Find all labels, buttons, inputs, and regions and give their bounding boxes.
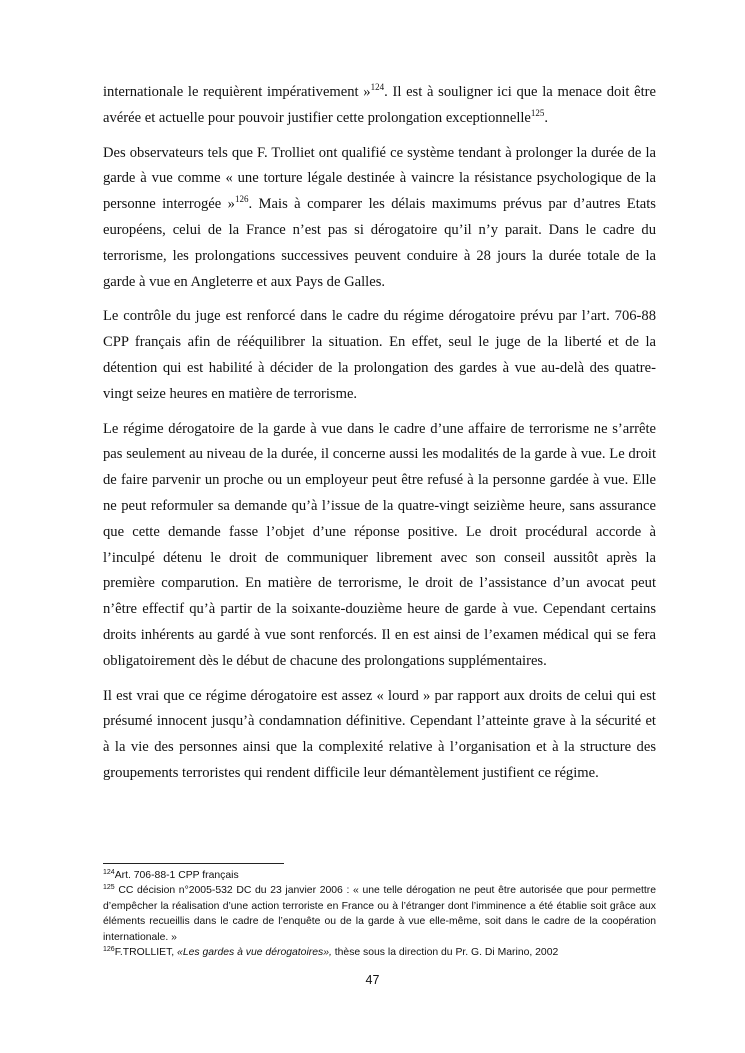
text-run: Des observateurs tels que F. Trolliet ont qualifié ce système tendant à prolonger la durée de la garde à vue comme « une torture légale destinée à vaincre la résistance psychologique de la personne interrogée » <box>103 144 656 213</box>
footnote-text: CC décision n°2005-532 DC du 23 janvier 2006 : « une telle dérogation ne peut être autorisée que pour permettre d’empêcher la réalisation d’une action terroriste en France ou à l’étranger dont l’imminence a été établie soit grâce aux éléments recueillis dans le cadre de l’enquête ou de la garde à vue elle-même, soit dans le cadre de la coopération internationale. » <box>103 885 656 943</box>
footnotes <box>103 868 656 960</box>
text-run: Il est vrai que ce régime dérogatoire est assez « lourd » par rapport aux droits de celui qui est présumé innocent jusqu’à condamnation définitive. Cependant l’atteinte grave à la sécurité et à la vie des personnes ainsi que la complexité relative à l’organisation et à la structure des groupements terroristes qui rendent difficile leur démantèlement justifient ce régime. <box>103 687 656 781</box>
footnote-ref-124[interactable]: 124 <box>370 82 385 92</box>
page-body <box>103 80 656 796</box>
footnote-ref-126[interactable]: 126 <box>234 194 249 205</box>
footnote-124 <box>103 868 656 883</box>
footnote-text: thèse sous la direction du Pr. G. Di Marino, 2002 <box>331 947 559 959</box>
paragraph <box>103 417 656 675</box>
footnote-125 <box>103 883 656 945</box>
page-number: 47 <box>365 973 380 987</box>
paragraph <box>103 304 656 407</box>
paragraph <box>103 684 656 787</box>
footnote-title-italic: «Les gardes à vue dérogatoires», <box>177 947 332 959</box>
footnote-separator <box>103 863 284 864</box>
footnote-text: Art. 706-88-1 CPP français <box>114 870 239 881</box>
footnote-number: 125 <box>103 884 115 892</box>
footnote-ref-125[interactable]: 125 <box>530 107 545 118</box>
text-run: . <box>544 109 549 126</box>
text-run: . Mais à comparer les délais maximums prévus par d’autres Etats européens, celui de la France n’est pas si dérogatoire qu’il n’y parait. Dans le cadre du terrorisme, les prolongations successives peuvent conduire à 28 jours la durée totale de la garde à vue en Angleterre et aux Pays de Galles. <box>103 196 656 290</box>
footnote-text: F.TROLLIET, <box>114 947 178 959</box>
footnote-number: 124 <box>103 869 115 876</box>
paragraph <box>103 141 656 296</box>
text-run: Le contrôle du juge est renforcé dans le cadre du régime dérogatoire prévu par l’art. 706-88 CPP français afin de rééquilibrer la situation. En effet, seul le juge de la liberté et de la détention qui est habilité à décider de la prolongation des gardes à vue au-delà des quatre-vingt seize heures en matière de terrorisme. <box>103 308 656 402</box>
text-run: internationale le requièrent impérativement » <box>103 84 371 100</box>
paragraph <box>103 80 656 132</box>
footnote-number: 126 <box>103 946 115 954</box>
text-run: Le régime dérogatoire de la garde à vue dans le cadre d’une affaire de terrorisme ne s’arrête pas seulement au niveau de la durée, il concerne aussi les modalités de la garde à vue. Le droit de faire parvenir un proche ou un employeur peut être refusé à la personne gardée à vue. Elle ne peut reformuler sa demande qu’à l’issue de la quatre-vingt seizième heure, sans assurance que cette demande fasse l’objet d’une réponse positive. Le droit procédural accorde à l’inculpé détenu le droit de communiquer librement avec son conseil aussitôt après la première comparution. En matière de terrorisme, le droit de l’assistance d’un avocat peut n’être effectif qu’à partir de la soixante-douzième heure de garde à vue. Cependant certains droits inhérents au gardé à vue sont renforcés. Il en est ainsi de l’examen médical qui se fera obligatoirement dès le début de chacune des prolongations supplémentaires. <box>103 420 656 669</box>
text-run: . Il est à souligner ici que la menace doit être avérée et actuelle pour pouvoir justifier cette prolongation exceptionnelle <box>103 84 657 126</box>
footnote-126 <box>103 945 656 960</box>
